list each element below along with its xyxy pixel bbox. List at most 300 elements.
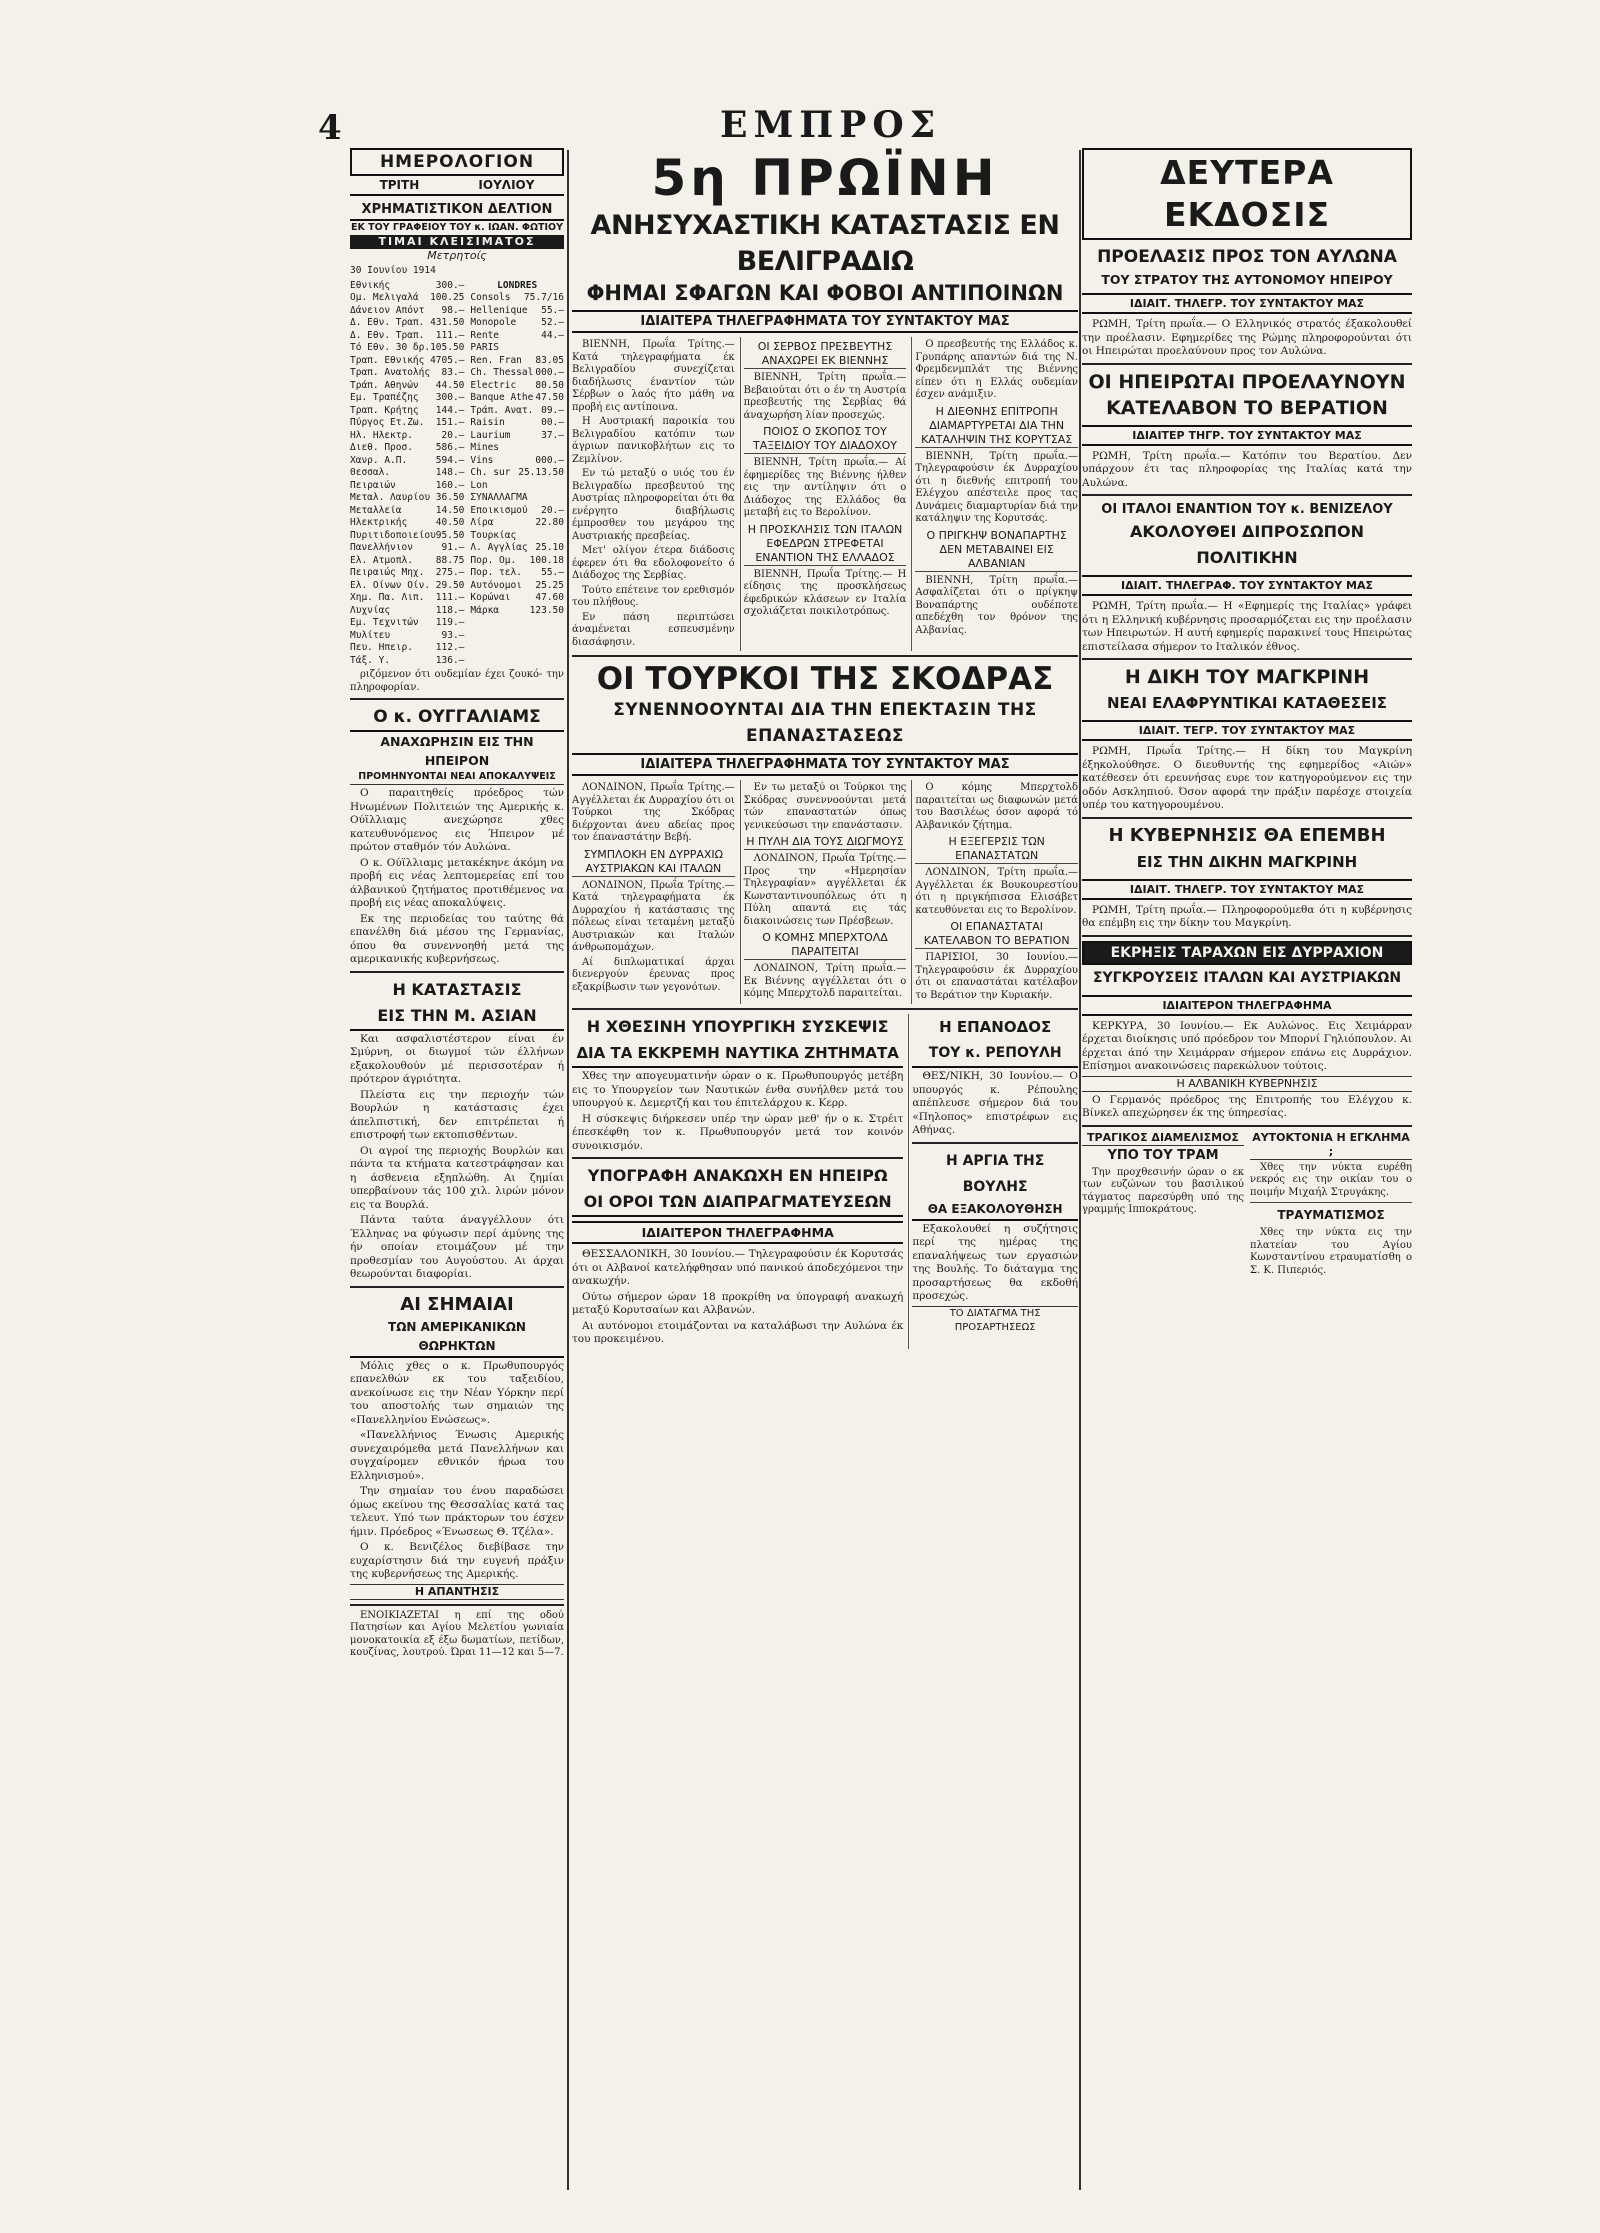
exchange-value: 88.75 [435,554,465,566]
paragraph: ΠΑΡΙΣΙΟΙ, 30 Ιουνίου.— Τηλεγραφούσιν έκ Δυρραχίου ότι οι επαναστάται κατέλαβον το Βεράτιον την Κυριακήν. [915,952,1078,1001]
berat-headline: ΟΙ ΗΠΕΙΡΩΤΑΙ ΠΡΟΕΛΑΥΝΟΥΝ [1088,370,1406,393]
tram-deck: ΥΠΟ ΤΟΥ ΤΡΑΜ [1107,1147,1219,1163]
exchange-row [350,492,464,505]
exchange-name: Πορ. Ομ. [470,554,517,566]
exchange-row [350,305,464,318]
exchange-name: Μυλίτευ [350,629,391,641]
exchange-row [350,330,464,343]
paragraph: Οι αγροί της περιοχής Βουρλών και πάντα τα κτήματα κατεστράφησαν και η άσθενεια εξηπλώθη. Αι ζημίαι υπερβαίνουν τάς 100 χιλ. λιρών μόνον εις τα Βουρλά. [350,1144,564,1211]
exchange-value: 14.50 [435,504,465,516]
exchange-name: Πορ. τελ. [470,567,522,578]
durres-headline: ΕΚΡΗΞΙΣ ΤΑΡΑΧΩΝ ΕΙΣ ΔΥΡΡΑΧΙΟΝ [1082,941,1412,965]
exchange-row [350,392,464,405]
turks-columns [572,780,1078,1004]
exchange-row [350,405,464,418]
paragraph: Ο κόμης Μπερχτολδ παραιτείται ως διαφωνών μετά του Βασιλέως όσον αφορά τό Αλβανικόν ζήτημα. [915,782,1078,831]
paragraph: Αι αυτόνομοι ετοιμάζονται να καταλάβωσι την Αυλώνα έκ του προκειμένου. [572,1319,904,1345]
paragraph: Η Αυστριακή παροικία του Βελιγραδίου κατόπιν των άγριων πανικοβλήτων εις το Ζεμλίνον. [572,416,735,465]
paragraph: ΒΙΕΝΝΗ, Τρίτη πρωΐα.— Αί έφημερίδες της Βιέννης ήλθεν εις την αντίληψιν ότι ο Διάδοχος της Ελλάδος θα μεταβή εις το Βερολίνον. [743,457,907,518]
exchange-value: 160.— [435,479,465,491]
exchange-row [350,455,464,468]
advance-deck: ΤΟΥ ΣΤΡΑΤΟΥ ΤΗΣ ΑΥΤΟΝΟΜΟΥ ΗΠΕΙΡΟΥ [1101,272,1393,287]
reopoul-title: Η ΕΠΑΝΟΔΟΣ [939,1018,1052,1036]
cabinet-deck: ΔΙΑ ΤΑ ΕΚΚΡΕΜΗ ΝΑΥΤΙΚΑ ΖΗΤΗΜΑΤΑ [572,1040,903,1068]
exchange-name: Εμ. Τραπέζης [350,392,419,403]
exchange-value: 37.— [541,429,564,441]
durres-bar: ΙΔΙΑΙΤΕΡΟΝ ΤΗΛΕΓΡΑΦΗΜΑ [1082,995,1412,1016]
exchange-row [350,642,464,655]
advance-bar: ΙΔΙΑΙΤ. ΤΗΛΕΓΡ. ΤΟΥ ΣΥΝΤΑΚΤΟΥ ΜΑΣ [1082,293,1412,314]
exchange-value: 148.— [435,467,465,478]
exchange-name: PARIS [470,342,500,353]
turks-deck: ΣΥΝΕΝΝΟΟΥΝΤΑΙ ΔΙΑ ΤΗΝ ΕΠΕΚΤΑΣΙΝ ΤΗΣ ΕΠΑΝΑΣΤΑΣΕΩΣ [613,700,1037,746]
exchange-row [350,517,464,530]
calendar-day: ΤΡΙΤΗ [379,178,420,192]
berat-deck: ΚΑΤΕΛΑΒΟΝ ΤΟ ΒΕΡΑΤΙΟΝ [1106,396,1388,419]
exchange-value: 431.50 [430,317,465,328]
advance-body: ΡΩΜΗ, Τρίτη πρωΐα.— Ο Ελληνικός στρατός έξακολουθεί την προέλασιν. Εφημερίδες της Ρώμης πληροφορούνται ότι οι Ηπειρώται προελαύνουν προς τον Αυλώνα. [1082,318,1412,357]
exchange-value: 112.— [435,642,465,653]
exchange-row [470,605,564,618]
exchange-row [350,617,464,630]
exchange-name: Πύργος Ετ.Ζω. [350,417,425,428]
exchange-name: Ελ. Οίνων Οίν. [350,579,431,591]
exchange-value: 144.— [435,404,465,416]
exchange-row [350,567,464,580]
exchange-row [350,480,464,493]
exchange-name: Κορώναι [470,592,511,603]
exchange-row [350,530,464,543]
paragraph: Χθες την απογευματινήν ώραν ο κ. Πρωθυπουργός μετέβη εις το Υπουργείον των Ναυτικών ένθα συνήλθεν μετά του υπουργού κ. Δεμερτζή και του έπιτελάρχου κ. Κερρ. [572,1070,904,1109]
wallace-title: Ο κ. ΟΥΓΓΑΛΙΑΜΣ [350,704,564,732]
paragraph: Πλείστα εις την περιοχήν τών Βουρλών η κατάστασις έχει άπελπιστική, δεν επιτρέπεται ή επιστροφή των εκτοπισθέντων. [350,1088,564,1141]
govt-headline: Η ΚΥΒΕΡΝΗΣΙΣ ΘΑ ΕΠΕΜΒΗ [1108,824,1386,846]
exchange-row [470,292,564,305]
paragraph: Τούτο επέτεινε τον ερεθισμόν του πλήθους. [572,584,735,608]
exchange-name: Ren. Fran [470,354,522,366]
exchange-value: 100.25 [430,292,465,303]
exchange-value: 4705.— [430,354,465,366]
exchange-name: Laurium [470,429,511,441]
exchange-row [350,380,464,393]
exchange-row [350,442,464,455]
paragraph: ΛΟΝΔΙΝΟΝ, Τρίτη πρωΐα.— Αγγέλλεται έκ Βουκουρεστίου ότι η πριγκήπισσα Ελισάβετ κατευθύνεται εις το Βερολίνον. [915,867,1078,916]
exchange-row [470,455,564,468]
exchange-row [350,417,464,430]
durres-deck: ΣΥΓΚΡΟΥΣΕΙΣ ΙΤΑΛΩΝ ΚΑΙ ΑΥΣΤΡΙΑΚΩΝ [1092,969,1402,986]
exchange-name: Ch. Thessal [470,367,534,378]
exchange-source: ΕΚ ΤΟΥ ΓΡΑΦΕΙΟΥ ΤΟΥ κ. ΙΩΑΝ. ΦΩΤΙΟΥ [351,222,563,233]
exchange-table [350,280,564,668]
suicide-title: ΑΥΤΟΚΤΟΝΙΑ Η ΕΓΚΛΗΜΑ ; [1250,1131,1412,1160]
paragraph: Και ασφαλιστέστερον είναι έν Σμύρνη, οι διωγμοί τών έλλήνων εξακολουθούν μέ περισσοτέραν ή πρότερον άγριότητα. [350,1032,564,1085]
exchange-row [470,380,564,393]
paragraph: Εκ της περιοδείας του ταύτης θά επανέλθη διά μέσου της Γερμανίας, όπου θα συνεννοηθή μετά της αμερικανικής κυβερνήσεως. [350,912,564,965]
exchange-name: Λίρα Τουρκίας [470,517,517,541]
exchange-market: Μετρητοίς [427,249,487,262]
paragraph: Ο κ. Ούϊλλιαμς μετακέκηνε άκόμη να προβή εις νέας λεπτομερείας επί του άλβανικού ζητήματος προτιθέμενος να προβή εις νέας αποκαλύψεις. [350,856,564,909]
exchange-value: 22.80 [535,517,564,528]
column-center [572,148,1078,2198]
reopoul-body: ΘΕΣ/ΝΙΚΗ, 30 Ιουνίου.— Ο υπουργός κ. Ρέπουλης απέπλευσε σήμερον διά του «Πηλοπος» επιστρέφων εις Αθήνας. [912,1070,1078,1136]
cabinet-body [572,1070,903,1153]
exchange-value: 47.60 [535,592,564,603]
exchange-name: Εμ. Τεχνιτών [350,617,419,628]
exchange-row [470,555,564,568]
wallace-body [350,787,564,967]
exchange-value: 83.05 [535,354,564,366]
exchange-name: Ηλ. Ηλεκτρ. [350,429,413,441]
asia-title: Η ΚΑΤΑΣΤΑΣΙΣ [392,979,522,999]
turks-col-c [911,780,1078,1004]
exchange-value: 118.— [435,604,465,616]
exchange-value: 119.— [435,617,465,628]
exchange-name: Τράπ. Αθηνών [350,379,419,391]
paragraph: «Πανελλήνιος Ένωσις Αμερικής συνεχαιρόμεθα μετά Πανελλήνων και συγχαίρομεν εθνικόν ήρωα του Ελληνισμού». [350,1429,564,1482]
exchange-row [470,430,564,443]
exchange-value: 111.— [435,592,465,603]
page-number: 4 [318,108,342,148]
exchange-name: Πανελλήνιον [350,542,413,553]
exchange-row [350,342,464,355]
exchange-title: ΧΡΗΜΑΤΙΣΤΙΚΟΝ ΔΕΛΤΙΟΝ [350,200,564,221]
exchange-name: Μεταλλεία [350,504,402,516]
exchange-value: 47.50 [535,392,564,403]
asia-body [350,1033,564,1282]
exchange-row [350,367,464,380]
subheading: Η ΕΞΕΓΕΡΣΙΣ ΤΩΝ ΕΠΑΝΑΣΤΑΤΩΝ [915,835,1078,864]
exchange-value: 123.50 [529,604,564,616]
exchange-row [470,505,564,518]
exchange-name: Χημ. Πα. Λιπ. [350,592,425,603]
exchange-name: Πειραιώς Μηχ. [350,567,425,578]
exchange-name: Vins [470,454,494,466]
exchange-row [470,467,564,492]
exchange-value: 75.7/16 [523,292,564,303]
exchange-name: Δάνειον Απόντ [350,304,425,316]
exchange-name: Εποικισμού [470,504,528,516]
exchange-row [350,655,464,668]
paragraph: Ο κ. Βενιζέλος διεβίβασε την ευχαρίστησιν διά την ευγενή πράξιν της κυβερνήσεως της Αμερικής. [350,1541,564,1580]
exchange-value: 95.50 [435,529,465,541]
exchange-row [470,442,564,455]
subheading: ΣΥΜΠΛΟΚΗ ΕΝ ΔΥΡΡΑΧΙΩ ΑΥΣΤΡΙΑΚΩΝ ΚΑΙ ΙΤΑΛΩΝ [572,848,735,877]
masthead-title: ΕΜΠΡΟΣ [720,104,942,146]
exchange-row [470,580,564,593]
exchange-value: 83.— [441,367,465,378]
exchange-name: Μάρκα [470,604,500,616]
exchange-name: Λυχνίας [350,604,391,616]
exchange-name: Electric [470,379,517,391]
cabinet-headline: Η ΧΘΕΣΙΝΗ ΥΠΟΥΡΓΙΚΗ ΣΥΣΚΕΨΙΣ [586,1017,889,1036]
exchange-name: Λ. Αγγλίας [470,542,528,553]
bottom-right [908,1014,1078,1349]
exchange-value: 100.18 [529,554,564,566]
exchange-value: 20.— [441,429,465,441]
calendar-month: ΙΟΥΛΙΟΥ [478,178,535,192]
exchange-value: 52.— [541,317,564,328]
paragraph: Ούτω σήμερον ώραν 18 προκρίθη να ύπογραφή ανακωχή μεταξύ Κορυτσαίων και Αλβανών. [572,1290,904,1316]
exchange-row [350,355,464,368]
second-edition-title: ΔΕΥΤΕΡΑ ΕΚΔΟΣΙΣ [1082,148,1412,240]
exchange-row [350,317,464,330]
paragraph: Ο παραιτηθείς πρόεδρος τών Ηνωμένων Πολιτειών της Αμερικής κ. Ούϊλλιαμς ανεχώρησε χθες κατευθυνόμενος εις Ήπειρον μέ πρώτον σταθμόν τόν Αυλώνα. [350,787,564,853]
column-rule [1079,150,1081,2190]
berat-bar: ΙΔΙΑΙΤΕΡ ΤΗΓΡ. ΤΟΥ ΣΥΝΤΑΚΤΟΥ ΜΑΣ [1082,425,1412,446]
flags-title: ΑΙ ΣΗΜΑΙΑΙ [400,1293,514,1315]
berat-body: ΡΩΜΗ, Τρίτη πρωΐα.— Κατόπιν του Βερατίου. Δεν υπάρχουν έτι τας πληροφορίας της Ιταλίας κατά την Αυλώνα. [1082,449,1412,489]
durres-subhead: Η ΑΛΒΑΝΙΚΗ ΚΥΒΕΡΝΗΣΙΣ [1082,1076,1412,1092]
injury-title: ΤΡΑΥΜΑΤΙΣΜΟΣ [1277,1208,1385,1222]
exchange-row [350,430,464,443]
calendar-title: ΗΜΕΡΟΛΟΓΙΟΝ [350,148,564,176]
turks-bar: ΙΔΙΑΙΤΕΡΑ ΤΗΛΕΓΡΑΦΗΜΑΤΑ ΤΟΥ ΣΥΝΤΑΚΤΟΥ ΜΑΣ [572,753,1078,776]
column-left [350,148,564,2198]
exchange-value: 29.50 [435,579,465,591]
parliament-body: Εξακολουθεί η συζήτησις περί της ημέρας της επαναλήψεως των εργασιών της Βουλής. Το διάταγμα της προσαρτήσεως θα εκδοθή προσεχώς. [912,1222,1078,1302]
exchange-value: 98.— [441,304,465,316]
exchange-row [350,630,464,643]
exchange-value: 55.— [541,567,564,578]
trial-deck: ΝΕΑΙ ΕΛΑΦΡΥΝΤΙΚΑΙ ΚΑΤΑΘΕΣΕΙΣ [1106,694,1388,712]
exchange-value: 000.— [535,367,564,378]
lead-col-a [572,337,735,651]
advance-headline: ΠΡΟΕΛΑΣΙΣ ΠΡΟΣ ΤΟΝ ΑΥΛΩΝΑ [1097,247,1397,267]
exchange-name: Raisin [470,417,505,428]
exchange-row [470,305,564,318]
subheading: Ο ΚΟΜΗΣ ΜΠΕΡΧΤΟΛΔ ΠΑΡΑΙΤΕΙΤΑΙ [744,931,907,960]
exchange-row [350,592,464,605]
exchange-table-left [350,280,464,668]
lead-columns [572,337,1078,651]
paragraph: ΘΕΣΣΑΛΟΝΙΚΗ, 30 Ιουνίου.— Τηλεγραφούσιν έκ Κορυτσάς ότι οι Αλβανοί κατελήφθησαν υπό πανικού άποδεχόμενοι την ανακωχήν. [572,1248,904,1287]
exchange-name: Ch. sur Lon [470,467,511,491]
paragraph: Μετ' ολίγον έτερα διάδοσις έφερεν ότι θα εδολοφονείτο ό Διάδοχος της Σερβίας. [572,545,735,581]
exchange-value: 136.— [435,654,465,666]
paragraph: ΛΟΝΔΙΝΟΝ, Πρωΐα Τρίτης.— Προς την «Ημερησίαν Τηλεγραφίαν» αγγέλλεται έκ Κωνσταντινουπόλεως ότι η Πύλη απαντά εις τάς διακοινώσεις των Πρέσβεων. [743,853,907,927]
classified-ad: ΕΝΟΙΚΙΑΖΕΤΑΙ η επί της οδού Πατησίων και Αγίου Μελετίου γωνιαία μονοκατοικία εξ έξω δωματίων, πετίδων, κουζίνας, λουτρού. Ώραι 11—12 και 5—7. [350,1609,564,1658]
paragraph: Πάντα ταύτα άναγγέλλουν ότι Έλληνας να φύγωσιν περί άμύνης της ήν οποίαν ετοιμάζουν μέ την προθεσμίαν του Αυγούστου. Αι άρχαι θεωρούνται διαφορίαι. [350,1214,564,1280]
exchange-row [350,605,464,618]
bottom-left [572,1014,903,1349]
exchange-value: 300.— [435,392,465,403]
exchange-name: Consols [470,292,511,303]
italians-body: ΡΩΜΗ, Τρίτη πρωΐα.— Η «Εφημερίς της Ιταλίας» γράφει ότι η Ελληνική κυβέρνησις προσαρμόζεται εις την προέλασιν των Ηπειρωτών. Η αυτή εφημερίς παρακινεί τους Ηπειρώτας επιστείλασα σήμερον το Ιταλικόν έθνος. [1082,600,1412,653]
exchange-value: 93.— [441,629,465,641]
exchange-row [470,330,564,343]
exchange-value: 25.25 [535,579,564,591]
lead-bar: ΙΔΙΑΙΤΕΡΑ ΤΗΛΕΓΡΑΦΗΜΑΤΑ ΤΟΥ ΣΥΝΤΑΚΤΟΥ ΜΑΣ [572,310,1078,333]
exchange-name: Θεσσαλ. [350,467,391,478]
govt-bar: ΙΔΙΑΙΤ. ΤΗΛΕΓΡ. ΤΟΥ ΣΥΝΤΑΚΤΟΥ ΜΑΣ [1082,879,1412,900]
exchange-name: Δ. Εθν. Τραπ. [350,317,425,328]
govt-body: ΡΩΜΗ, Τρίτη πρωΐα.— Πληροφορούμεθα ότι η κυβέρνησις θα επέμβη εις την δίκην του Μαγκρίνη. [1082,903,1412,929]
durres-body2: Ο Γερμανός πρόεδρος της Επιτροπής του Ελέγχου κ. Βίνκελ απεχώρησεν έκ της ύπηρεσίας. [1082,1093,1412,1119]
exchange-row [350,292,464,305]
exchange-row [470,417,564,430]
paragraph: Ο πρεσβευτής της Ελλάδος κ. Γρυπάρης απαντών διά της Ν. Φρεμδενμπλάτ της Βιέννης είπεν ότι η Ελλάς ουδεμίαν έσχεν ανάμιξιν. [915,339,1078,400]
paragraph: ΒΙΕΝΝΗ, Τρίτη πρωΐα.— Ασφαλίζεται ότι ο πρίγκηψ Βοναπάρτης ουδέποτε απεδέχθη τον θρόνον της Αλβανίας. [915,574,1078,636]
brief-right [1250,1131,1412,1280]
bottom-section [572,1014,1078,1349]
column-rule [567,150,569,2190]
lead-headline: ΑΝΗΣΥΧΑΣΤΙΚΗ ΚΑΤΑΣΤΑΣΙΣ ΕΝ ΒΕΛΙΓΡΑΔΙΩ [590,210,1060,277]
tram-title: ΤΡΑΓΙΚΟΣ ΔΙΑΜΕΛΙΣΜΟΣ [1082,1131,1244,1146]
bottom-briefs [1082,1131,1412,1280]
exchange-name: Διεθ. Προσ. [350,442,413,453]
exchange-row [350,467,464,480]
turks-headline: ΟΙ ΤΟΥΡΚΟΙ ΤΗΣ ΣΚΟΔΡΑΣ [596,661,1054,697]
calendar-date [350,176,564,196]
exchange-value: 594.— [435,454,465,466]
exchange-name: Πυριτιδοποιείου [350,529,436,541]
exchange-value: 91.— [441,542,465,553]
reopoul-deck: ΤΟΥ κ. ΡΕΠΟΥΛΗ [912,1040,1078,1068]
exchange-value: 20.— [541,504,564,516]
parliament-tail: ΤΟ ΔΙΑΤΑΓΜΑ ΤΗΣ ΠΡΟΣΑΡΤΗΣΕΩΣ [912,1306,1078,1335]
exchange-name: Πειραιών [350,479,396,491]
paragraph: ΛΟΝΔΙΝΟΝ, Τρίτη πρωΐα.— Εκ Βιέννης αγγέλλεται ότι ο κόμης Μπερχτολδ παραιτείται. [743,963,907,999]
exchange-value: 00.— [541,417,564,428]
exchange-value: 40.50 [435,517,465,528]
exchange-name: Τραπ. Εθνικής [350,354,425,366]
exchange-value: 80.50 [535,379,564,391]
exchange-name: Πευ. Ηπειρ. [350,642,413,653]
subheading: Η ΔΙΕΘΝΗΣ ΕΠΙΤΡΟΠΗ ΔΙΑΜΑΡΤΥΡΕΤΑΙ ΔΙΑ ΤΗΝ ΚΑΤΑΛΗΨΙΝ ΤΗΣ ΚΟΡΥΤΣΑΣ [915,405,1078,448]
trial-body: ΡΩΜΗ, Πρωΐα Τρίτης.— Η δίκη του Μαγκρίνη έξηκολούθησε. Ο διευθυντής της εφημερίδος «Αιών» κατέθεσεν ότι ερευνήσας ευρε τον κατηγορούμενον εις την οδόν Ασκληπιού. Όσον αφορά την πράξιν παρέσχε στοιχεία υπέρ του κατηγορουμένου. [1082,745,1412,811]
injury-body: Χθες την νύκτα εις την πλατείαν του Αγίου Κωνσταντίνου ετραυματίσθη ο Σ. Κ. Πιπεριός. [1250,1227,1412,1276]
paragraph: Εν πάση περιπτώσει άναμένεται εσπευσμένην διασάφησιν. [572,611,735,648]
trial-headline: Η ΔΙΚΗ ΤΟΥ ΜΑΓΚΡΙΝΗ [1124,666,1370,688]
column-right [1082,148,1412,2198]
exchange-row [470,317,564,330]
wallace-deck: ΑΝΑΧΩΡΗΣΙΝ ΕΙΣ ΤΗΝ ΗΠΕΙΡΟΝ [380,734,534,768]
exchange-row [350,580,464,593]
exchange-row [350,505,464,518]
exchange-name: ΣΥΝΑΛΛΑΓΜΑ [470,492,528,503]
brief-left [1082,1131,1244,1280]
truce-bar: ΙΔΙΑΙΤΕΡΟΝ ΤΗΛΕΓΡΑΦΗΜΑ [572,1221,903,1244]
paragraph: ΛΟΝΔΙΝΟΝ, Πρωΐα Τρίτης.— Κατά τηλεγραφήματα έκ Δυρραχίου ή κατάστασις της πόλεως είναι τεταμένη μεταξύ Αυστριακών και Ιταλών άνθρωπομάχων. [572,879,735,953]
paragraph: ΒΙΕΝΝΗ, Πρωΐα Τρίτης.— Η είδησις της προσκλήσεως έφεδρικών κλάσεων εν Ιταλία σχολιάζεται ποικιλοτρόπως. [743,568,907,617]
durres-body: ΚΕΡΚΥΡΑ, 30 Ιουνίου.— Εκ Αυλώνος. Εις Χειμάρραν έρχεται διοίκησις υπό πρόεδρον τον Μπορνί Γηλιόπουλον. Αι έρχεται άπό την Χειμάρραν σήμερον επάνω εις Δυρράχιον. Επίσημοι ανακοινώσεις παρεκώλυον τούτοις. [1082,1019,1412,1072]
exchange-value: 55.— [541,304,564,316]
italians-bar: ΙΔΙΑΙΤ. ΤΗΛΕΓΡΑΦ. ΤΟΥ ΣΥΝΤΑΚΤΟΥ ΜΑΣ [1082,575,1412,596]
exchange-name: Χανρ. Α.Π. [350,454,408,466]
lead-col-b [740,337,907,651]
exchange-name: Τό Εθν. 30 δρ. [350,342,431,353]
exchange-row [350,280,464,293]
exchange-row [470,367,564,380]
lead-col-c [911,337,1078,651]
exchange-name: Τραπ. Κρήτης [350,404,419,416]
paragraph: Την σημαίαν του ένου παραδώσει όμως εκείνου της Θεσσαλίας κατά τας τελευτ. Υπό των πράκτορων του έσχεν ήμιν. Πρόεδρος «Ένωσεως Θ. Τζέλα». [350,1485,564,1538]
exchange-name: Ομ. Μελιγαλά [350,292,419,303]
turks-col-a [572,780,735,1004]
exchange-name: Mines [470,442,500,453]
exchange-name: Banque Athe [470,392,534,403]
exchange-table-right [470,280,564,668]
parliament-deck: ΘΑ ΕΞΑΚΟΛΟΥΘΗΣΗ [912,1200,1078,1221]
tram-body: Την προχθεσινήν ώραν ο εκ των ευζώνων του βασιλικού τάγματος παρεσύρθη υπό της γραμμής Ιπποκράτους. [1082,1166,1244,1215]
italians-headline: ΟΙ ΙΤΑΛΟΙ ΕΝΑΝΤΙΟΝ ΤΟΥ κ. ΒΕΝΙΖΕΛΟΥ [1101,502,1393,517]
subheading: Ο ΠΡΙΓΚΗΨ ΒΟΝΑΠΑΡΤΗΣ ΔΕΝ ΜΕΤΑΒΑΙΝΕΙ ΕΙΣ ΑΛΒΑΝΙΑΝ [915,529,1078,572]
subheading: ΟΙ ΣΕΡΒΟΣ ΠΡΕΣΒΕΥΤΗΣ ΑΝΑΧΩΡΕΙ ΕΚ ΒΙΕΝΝΗΣ [744,340,907,369]
exchange-row [350,555,464,568]
paragraph: ΒΙΕΝΝΗ, Πρωΐα Τρίτης.— Κατά τηλεγραφήματα έκ Βελιγραδίου συνεχίζεται διαδήλωσις έναντίον τών Σέρβων ο λαός ήτο μάθη να προβή εις αντίποινα. [572,339,735,413]
exchange-value: 25.13.50 [518,467,564,478]
exchange-value: 111.— [435,329,465,341]
exchange-row [470,492,564,505]
exchange-value: 25.10 [535,542,564,553]
govt-deck: ΕΙΣ ΤΗΝ ΔΙΚΗΝ ΜΑΓΚΡΙΝΗ [1136,852,1358,871]
exchange-row [470,392,564,405]
exchange-name: Μεταλ. Λαυρίου [350,492,431,503]
exchange-value: 36.50 [435,492,465,503]
paragraph: Η σύσκεψις διήρκεσεν υπέρ την ώραν μεθ' ήν ο κ. Στρέιτ έπεσκέφθη τον κ. Πρωθυπουργόν μετά τον κοινόν συνοικισμόν. [572,1112,904,1152]
exchange-value: 44.50 [435,379,465,391]
truce-body [572,1248,903,1347]
exchange-name: Ηλεκτρικής [350,517,408,528]
exchange-name: Εθνικής [350,279,391,291]
exchange-note: ριζόμενον ότι ουδεμίαν έχει ζουκό- την πληροφορίαν. [350,669,564,693]
exchange-row [470,405,564,418]
paragraph: Εν τώ μεταξύ ο υιός του έν Βελιγραδίω πρεσβευτού της Αυστρίας πληροφορείται ότι θα ενέργητο διαβήλωσις έμπροσθεν του μεγάρου της Αυστριακής πρεσβείας. [572,468,735,542]
subheading: Η ΠΡΟΣΚΛΗΣΙΣ ΤΩΝ ΙΤΑΛΩΝ ΕΦΕΔΡΩΝ ΣΤΡΕΦΕΤΑΙ ΕΝΑΝΤΙΟΝ ΤΗΣ ΕΛΛΑΔΟΣ [744,523,907,566]
exchange-name: Αυτόνομοι [470,579,522,591]
flags-body [350,1360,564,1582]
subheading: Η ΠΥΛΗ ΔΙΑ ΤΟΥΣ ΔΙΩΓΜΟΥΣ [744,835,907,850]
truce-headline: ΥΠΟΓΡΑΦΗ ΑΝΑΚΩΧΗ ΕΝ ΗΠΕΙΡΩ [587,1166,888,1185]
exchange-prices-head: ΤΙΜΑΙ ΚΛΕΙΣΙΜΑΤΟΣ [350,235,564,249]
paragraph: Αί διπλωματικαί άρχαι διενεργούν έρευνας προς εξακρίβωσιν των γεγονότων. [572,956,735,993]
exchange-date: 30 Ιουνίου 1914 [350,265,436,276]
exchange-name: Ελ. Ατμοπλ. [350,554,413,566]
exchange-value: 275.— [435,567,465,578]
lead-edition: 5η ΠΡΩΪΝΗ [651,149,999,207]
exchange-name: Τράπ. Ανατ. [470,404,534,416]
subheading: ΟΙ ΕΠΑΝΑΣΤΑΤΑΙ ΚΑΤΕΛΑΒΟΝ ΤΟ ΒΕΡΑΤΙΟΝ [915,920,1078,949]
lead-deck: ΦΗΜΑΙ ΣΦΑΓΩΝ ΚΑΙ ΦΟΒΟΙ ΑΝΤΙΠΟΙΝΩΝ [586,281,1064,305]
trial-bar: ΙΔΙΑΙΤ. ΤΕΓΡ. ΤΟΥ ΣΥΝΤΑΚΤΟΥ ΜΑΣ [1082,720,1412,741]
suicide-body: Χθες την νύκτα ευρέθη νεκρός εις την οικίαν του ο ποιμήν Μιχαήλ Στρυγάκης. [1250,1161,1412,1198]
paragraph: ΛΟΝΔΙΝΟΝ, Πρωΐα Τρίτης.— Αγγέλλεται έκ Δυρραχίου ότι οι Τούρκοι της Σκόδρας διέρχονται άνευ αδείας προς τον έπαναστάτην Βεβή. [572,782,735,843]
exchange-row [470,517,564,542]
exchange-right-head: LONDRES [497,279,538,291]
exchange-name: Τραπ. Ανατολής [350,367,431,378]
exchange-name: Monopole [470,317,517,328]
exchange-value: 44.— [541,329,564,341]
exchange-row [470,592,564,605]
truce-deck: ΟΙ ΟΡΟΙ ΤΩΝ ΔΙΑΠΡΑΓΜΑΤΕΥΣΕΩΝ [572,1189,903,1217]
exchange-value: 105.50 [430,342,465,353]
exchange-row [470,342,564,355]
paragraph: ΒΙΕΝΝΗ, Τρίτη πρωΐα.— Βεβαιούται ότι ο έν τη Αυστρία πρεσβευτής της Σερβίας θά άναχωρήση λίαν προσεχώς. [743,372,907,421]
exchange-name: Τάξ. Υ. [350,654,391,666]
paragraph: ΒΙΕΝΝΗ, Τρίτη πρωΐα.— Τηλεγραφούσιν έκ Δυρραχίου ότι η διεθνής επιτροπή του Ελέγχου απέστειλε προς τας Δυνάμεις διαμαρτυρίαν διά την κατάληψιν της Κορυτσάς. [915,450,1078,524]
wallace-sub: ΠΡΟΜΗΝΥΟΝΤΑΙ ΝΕΑΙ ΑΠΟΚΑΛΥΨΕΙΣ [350,770,564,785]
flags-answer-label: Η ΑΠΑΝΤΗΣΙΣ [350,1584,564,1600]
exchange-name: Hellenique [470,304,528,316]
asia-deck: ΕΙΣ ΤΗΝ Μ. ΑΣΙΑΝ [350,1003,564,1031]
paragraph: Εν τω μεταξύ οι Τούρκοι της Σκόδρας συνεννοούνται μετά τών επαναστατών όπως γενικεύσωσι την επανάστασιν. [743,782,907,831]
exchange-name: Δ. Εθν. Τραπ. [350,329,425,341]
exchange-row [350,542,464,555]
exchange-value: 09.— [541,404,564,416]
exchange-value: 300.— [435,279,465,291]
exchange-value: 151.— [435,417,465,428]
exchange-row [470,542,564,555]
